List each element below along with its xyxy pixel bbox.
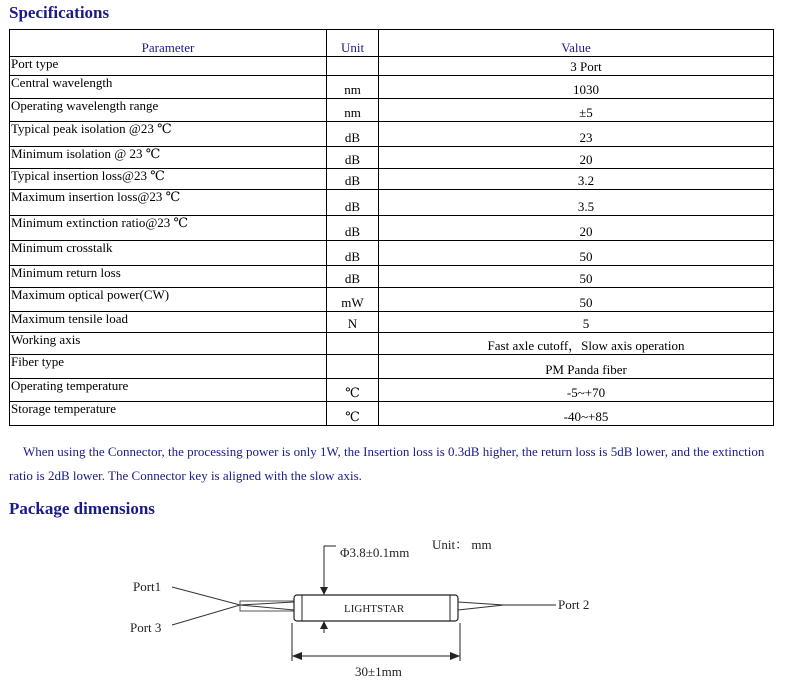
unit-cell: dB	[327, 147, 379, 169]
value-cell: 20	[379, 147, 774, 169]
value-cell: 50	[379, 288, 774, 312]
unit-cell	[327, 355, 379, 379]
specifications-heading: Specifications	[9, 3, 110, 22]
table-row	[10, 402, 774, 426]
parameter-cell: Maximum tensile load	[10, 312, 327, 333]
unit-cell: N	[327, 312, 379, 333]
parameter-cell: Operating wavelength range	[10, 99, 327, 122]
parameter-cell: Minimum extinction ratio@23 ℃	[10, 216, 327, 241]
unit-cell: mW	[327, 288, 379, 312]
right-fiber-boot	[458, 602, 504, 610]
table-row	[10, 241, 774, 266]
table-row	[10, 76, 774, 99]
specifications-table	[9, 29, 774, 426]
unit-cell: nm	[327, 99, 379, 122]
value-cell: 3.5	[379, 190, 774, 216]
parameter-cell: Storage temperature	[10, 402, 327, 426]
port2-label: Port 2	[558, 597, 590, 612]
value-cell: 1030	[379, 76, 774, 99]
table-row	[10, 122, 774, 147]
unit-cell: dB	[327, 266, 379, 288]
unit-cell: dB	[327, 190, 379, 216]
parameter-cell: Operating temperature	[10, 379, 327, 402]
parameter-cell: Working axis	[10, 333, 327, 355]
table-row	[10, 312, 774, 333]
table-row	[10, 333, 774, 355]
value-cell: 50	[379, 241, 774, 266]
parameter-cell: Fiber type	[10, 355, 327, 379]
port1-fiber	[172, 587, 294, 605]
value-cell: ±5	[379, 99, 774, 122]
header-value: Value	[379, 30, 774, 57]
unit-cell: dB	[327, 122, 379, 147]
port3-label: Port 3	[130, 620, 162, 635]
value-cell: 3 Port	[379, 57, 774, 76]
body-brand-label: LIGHTSTAR	[344, 603, 405, 615]
length-label: 30±1mm	[355, 664, 402, 679]
parameter-cell: Port type	[10, 57, 327, 76]
unit-cell: dB	[327, 169, 379, 190]
value-cell: 50	[379, 266, 774, 288]
diameter-arrow-top	[320, 587, 328, 595]
parameter-cell: Minimum isolation @ 23 ℃	[10, 147, 327, 169]
table-row	[10, 190, 774, 216]
length-arrow-right	[450, 652, 460, 660]
table-header-row	[10, 30, 774, 57]
unit-cell: dB	[327, 216, 379, 241]
parameter-cell: Typical insertion loss@23 ℃	[10, 169, 327, 190]
value-cell: Fast axle cutoff，Slow axis operation	[379, 333, 774, 355]
unit-cell: nm	[327, 76, 379, 99]
connector-note: When using the Connector, the processing power is only 1W, the Insertion loss is 0.3dB higher, the return loss is 5dB lower, and the extinction ratio is 2dB lower. The Connector key is aligned with the slow axis.	[9, 444, 765, 483]
port3-fiber	[172, 605, 294, 625]
parameter-cell: Minimum crosstalk	[10, 241, 327, 266]
table-row	[10, 216, 774, 241]
value-cell: 5	[379, 312, 774, 333]
table-row	[10, 288, 774, 312]
value-cell: 23	[379, 122, 774, 147]
value-cell: 3.2	[379, 169, 774, 190]
table-row	[10, 147, 774, 169]
length-arrow-left	[292, 652, 302, 660]
parameter-cell: Maximum optical power(CW)	[10, 288, 327, 312]
parameter-cell: Maximum insertion loss@23 ℃	[10, 190, 327, 216]
package-dimensions-diagram	[0, 525, 786, 685]
header-parameter: Parameter	[10, 30, 327, 57]
unit-cell	[327, 57, 379, 76]
value-cell: -40~+85	[379, 402, 774, 426]
value-cell: PM Panda fiber	[379, 355, 774, 379]
package-dimensions-heading: Package dimensions	[9, 499, 155, 518]
parameter-cell: Central wavelength	[10, 76, 327, 99]
port1-label: Port1	[133, 579, 162, 594]
unit-cell	[327, 333, 379, 355]
unit-label: Unit： mm	[432, 537, 492, 552]
diameter-label: Φ3.8±0.1mm	[340, 545, 410, 560]
parameter-cell: Typical peak isolation @23 ℃	[10, 122, 327, 147]
table-row	[10, 99, 774, 122]
table-row	[10, 379, 774, 402]
value-cell: -5~+70	[379, 379, 774, 402]
unit-cell: ℃	[327, 402, 379, 426]
value-cell: 20	[379, 216, 774, 241]
table-row	[10, 169, 774, 190]
unit-cell: ℃	[327, 379, 379, 402]
parameter-cell: Minimum return loss	[10, 266, 327, 288]
header-unit: Unit	[327, 30, 379, 57]
unit-cell: dB	[327, 241, 379, 266]
table-row	[10, 266, 774, 288]
table-row	[10, 355, 774, 379]
table-row	[10, 57, 774, 76]
